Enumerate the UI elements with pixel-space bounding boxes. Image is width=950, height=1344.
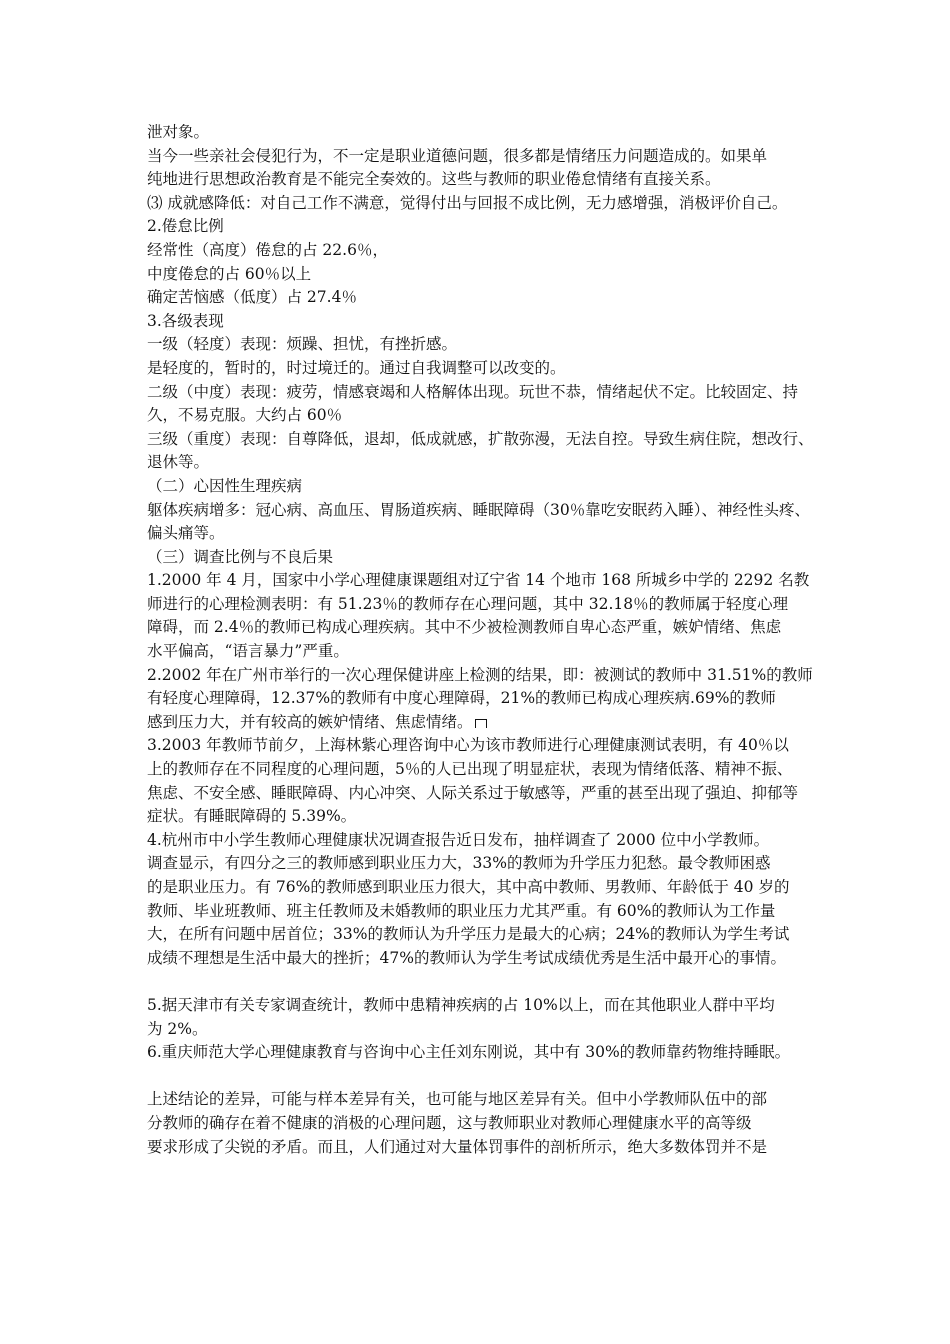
text-line: 3.2003 年教师节前夕，上海林紫心理咨询中心为该市教师进行心理健康测试表明，有 40％以 (147, 736, 789, 755)
text-line: 成绩不理想是生活中最大的挫折；47%的教师认为学生考试成绩优秀是生活中最开心的事情。 (147, 948, 786, 967)
text-line: 师进行的心理检测表明：有 51.23％的教师存在心理问题，其中 32.18％的教师属于轻度心理 (147, 594, 789, 613)
text-line: 当今一些亲社会侵犯行为，不一定是职业道德问题，很多都是情绪压力问题造成的。如果单 (147, 146, 768, 165)
text-line: 大，在所有问题中居首位；33%的教师认为升学压力是最大的心病；24%的教师认为学生考试 (147, 925, 790, 944)
text-line: 二级（中度）表现：疲劳，情感衰竭和人格解体出现。玩世不恭，情绪起伏不定。比较固定、持 (147, 382, 799, 401)
text-line: ⑶ 成就感降低：对自己工作不满意，觉得付出与回报不成比例，无力感增强，消极评价自己。 (147, 193, 788, 212)
text-line: 为 2%。 (147, 1019, 208, 1038)
text-line: 有轻度心理障碍，12.37%的教师有中度心理障碍，21%的教师已构成心理疾病.69%的教师 (147, 689, 776, 708)
text-line: 上述结论的差异，可能与样本差异有关，也可能与地区差异有关。但中小学教师队伍中的部 (147, 1090, 768, 1109)
text-line: 上的教师存在不同程度的心理问题，5％的人已出现了明显症状，表现为情绪低落、精神不振、 (147, 760, 793, 779)
text-line-with-mark (147, 711, 823, 735)
section-heading: （二）心因性生理疾病 (147, 476, 303, 495)
text-line: 调查显示，有四分之三的教师感到职业压力大，33%的教师为升学压力犯愁。最令教师困惑 (147, 854, 771, 873)
text-line: 感到压力大，并有较高的嫉妒情绪、焦虑情绪。 (147, 712, 473, 731)
text-line: 纯地进行思想政治教育是不能完全奏效的。这些与教师的职业倦怠情绪有直接关系。 (147, 170, 721, 189)
text-line: 5.据天津市有关专家调查统计，教师中患精神疾病的占 10%以上，而在其他职业人群中平均 (147, 995, 775, 1014)
text-line: 教师、毕业班教师、班主任教师及未婚教师的职业压力尤其严重。有 60%的教师认为工作量 (147, 901, 776, 920)
text-line: 水平偏高，“语言暴力”严重。 (147, 642, 349, 661)
text-line: 经常性（高度）倦怠的占 22.6％， (147, 240, 388, 259)
text-line: 三级（重度）表现：自尊降低，退却，低成就感，扩散弥漫，无法自控。导致生病住院，想改行、 (147, 429, 814, 448)
text-line: 症状。有睡眠障碍的 5.39%。 (147, 807, 357, 826)
text-line: 泄对象。 (147, 123, 210, 141)
document-page (147, 121, 823, 1159)
text-line: 2.2002 年在广州市举行的一次心理保健讲座上检测的结果，即：被测试的教师中 31.51%的教师 (147, 665, 813, 684)
text-line: 分教师的确存在着不健康的消极的心理问题，这与教师职业对教师心理健康水平的高等级 (147, 1113, 752, 1132)
text-line: 久，不易克服。大约占 60％ (147, 406, 343, 425)
text-cursor-mark (475, 719, 487, 728)
text-line: 一级（轻度）表现：烦躁、担忧，有挫折感。 (147, 335, 458, 354)
section-heading: 2.倦怠比例 (147, 217, 224, 236)
text-line: 确定苦恼感（低度）占 27.4％ (147, 288, 357, 307)
text-line: 退休等。 (147, 453, 210, 472)
text-line: 1.2000 年 4 月，国家中小学心理健康课题组对辽宁省 14 个地市 168 所城乡中学的 2292 名教 (147, 571, 810, 590)
text-line: 中度倦怠的占 60％以上 (147, 264, 312, 283)
text-line: 障碍，而 2.4％的教师已构成心理疾病。其中不少被检测教师自卑心态严重，嫉妒情绪、焦虑 (147, 618, 782, 637)
text-line: 偏头痛等。 (147, 524, 225, 543)
text-line: 的是职业压力。有 76%的教师感到职业压力很大，其中高中教师、男教师、年龄低于 40 岁的 (147, 878, 790, 896)
text-line: 要求形成了尖锐的矛盾。而且，人们通过对大量体罚事件的剖析所示，绝大多数体罚并不是 (147, 1137, 768, 1156)
blank-line (147, 970, 823, 994)
text-line: 4.杭州市中小学生教师心理健康状况调查报告近日发布，抽样调查了 2000 位中小学教师。 (147, 830, 770, 849)
text-line: 焦虑、不安全感、睡眠障碍、内心冲突、人际关系过于敏感等，严重的甚至出现了强迫、抑郁等 (147, 783, 799, 802)
blank-line (147, 1065, 823, 1089)
section-heading: （三）调查比例与不良后果 (147, 547, 334, 566)
text-line: 是轻度的，暂时的，时过境迁的。通过自我调整可以改变的。 (147, 358, 566, 377)
section-heading: 3.各级表现 (147, 311, 224, 330)
text-line: 6.重庆师范大学心理健康教育与咨询中心主任刘东刚说，其中有 30%的教师靠药物维持睡眠。 (147, 1043, 791, 1062)
text-line: 躯体疾病增多：冠心病、高血压、胃肠道疾病、睡眠障碍（30％靠吃安眠药入睡）、神经性头疼、 (147, 500, 810, 519)
